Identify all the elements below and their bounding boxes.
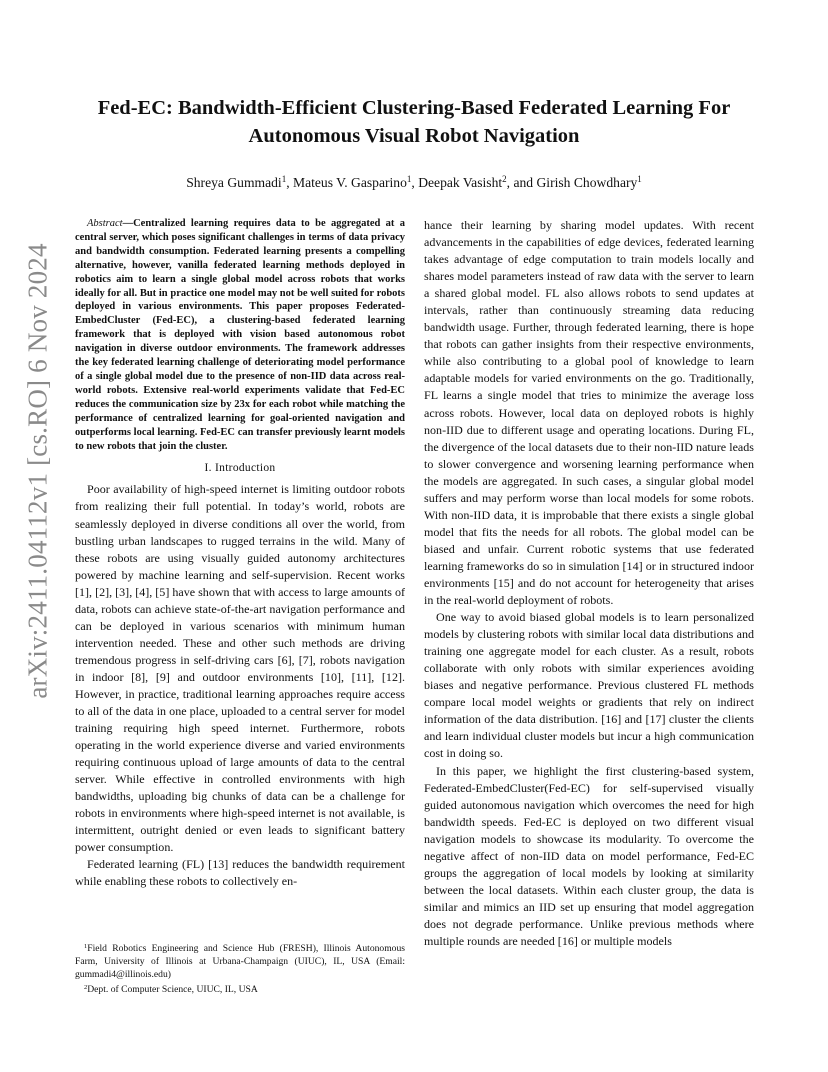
author-list — [70, 170, 758, 192]
author-separator: , — [286, 175, 293, 190]
author-name: Deepak Vasisht — [418, 175, 503, 190]
left-column — [75, 217, 405, 891]
abstract-lead: Abstract — [87, 218, 123, 229]
footnote-text: Field Robotics Engineering and Science Hub (FRESH), Illinois Autonomous Farm, University of Illinois at Urbana-Champaign (UIUC), IL, USA (Email: gummadi4@illinois.edu) — [75, 943, 405, 980]
footnotes — [75, 941, 405, 997]
paper-title: Fed-EC: Bandwidth-Efficient Clustering-Based Federated Learning For Autonomous Visual Robot Navigation — [97, 97, 731, 147]
author-affiliation-mark: 2 — [502, 174, 507, 184]
author-affiliation-mark: 1 — [281, 174, 287, 184]
body-paragraph: One way to avoid biased global models is to learn personalized models by clustering robots with similar local data distributions and training one aggregate model for each cluster. As a result, robots collaborate with only robots with similar experiences avoiding biases and negative performance. Previous clustered FL methods compare local model weights or gradients that rely on indirect information of the data distribution. [16] and [17] cluster the clients and learn individual cluster models but incur a high communication cost in doing so. — [424, 610, 754, 761]
body-paragraph: Federated learning (FL) [13] reduces the bandwidth requirement while enabling these robots to collectively en- — [75, 857, 405, 889]
footnote — [75, 982, 405, 997]
body-paragraph: hance their learning by sharing model updates. With recent advancements in the capabilities of edge devices, federated learning takes advantage of edge computation to train models locally and shares model parameters instead of raw data with the server to learn a shared global model. FL also allows robots to send updates at intervals, rather than continuously streaming data reducing bandwidth usage. Further, through federated learning, there is hope that robots can gather insights from their respective environments, while also contributing to a global pool of knowledge to learn adaptable models for varied environments on the go. Traditionally, FL learns a single model that tries to minimize the average loss across robots. However, local data on deployed robots is highly non-IID due to different usage and operating locations. During FL, the divergence of the local datasets due to their non-IID nature leads to slower convergence and worsening learning performance when the models are aggregated. In such cases, a singular global model suffers and may perform worse than local models for some robots. With non-IID data, it is improbable that there exists a single global model that fits the needs for all robots. The global model can be biased and unfair. Current robotic systems that use federated learning frameworks do so in simulation [14] or in structured indoor environments [15] and do not account for heterogeneity that arises in the real-world deployment of robots. — [424, 218, 754, 608]
author-affiliation-mark: 1 — [637, 174, 642, 184]
author-affiliation-mark: 1 — [406, 174, 412, 184]
footnote-mark: 2 — [84, 983, 88, 991]
author-name: Girish Chowdhary — [536, 175, 638, 190]
arxiv-identifier — [18, 243, 58, 699]
arxiv-identifier-text: arXiv:2411.04112v1 [cs.RO] 6 Nov 2024 — [22, 243, 53, 699]
body-paragraph: In this paper, we highlight the first clustering-based system, Federated-EmbedCluster(Fed-EC) for self-supervised visually guided autonomous navigation which overcomes the need for high bandwidth speeds. Fed-EC is deployed on two different visual navigation models to showcase its modularity. To overcome the negative affect of non-IID data on model performance, Fed-EC groups the aggregation of local models by looking at similarity between the local datasets. Within each cluster group, the data is similar and mimics an IID set up ensuring that model aggregation does not degrade performance. Unlike previous methods where multiple rounds are needed [16] or multiple models — [424, 763, 754, 948]
abstract-text: —Centralized learning requires data to be aggregated at a central server, which poses significant challenges in terms of data privacy and bandwidth consumption. Federated learning presents a compelling alternative, however, vanilla federated learning methods deployed in robotics aim to learn a single global model across robots that works ideally for all. But in practice one model may not be well suited for robots deployed in various environments. This paper proposes Federated-EmbedCluster (Fed-EC), a clustering-based federated learning framework that is deployed with vision based autonomous robot navigation in diverse outdoor environments. The framework addresses the key federated learning challenge of deteriorating model performance of a single global model due to the presence of non-IID data across real-world robots. Extensive real-world experiments validate that Fed-EC reduces the communication size by 23x for each robot while matching the performance of centralized learning for goal-oriented navigation and outperforms local learning. Fed-EC can transfer previously learnt models to new robots that join the cluster. — [75, 218, 405, 452]
author-separator: , — [411, 175, 419, 190]
footnote — [75, 941, 405, 982]
abstract — [75, 217, 405, 453]
author-separator: , and — [506, 175, 537, 190]
body-paragraph: Poor availability of high-speed internet is limiting outdoor robots from realizing their full potential. In today’s world, robots are seamlessly deployed in diverse conditions all over the world, from bustling urban landscapes to rugged terrains in the wild. Many of these robots are using visually guided autonomy architectures powered by machine learning and self-supervision. Recent works [1], [2], [3], [4], [5] have shown that with access to large amounts of data, robots can achieve state-of-the-art navigation performance and can be deployed in various scenarios with minimum human intervention needed. These and other such methods are driving tremendous progress in self-driving cars [6], [7], robots navigation in indoor [8], [9] and outdoor environments [10], [11], [12]. However, in practice, traditional learning approaches require access to all of the data in one place, uploaded to a central server for model training requiring high speed internet. Furthermore, robots operating in the world experience diverse and varied environments requiring continuous upload of large amounts of data to the central server. While effective in controlled environments with high bandwidths, uploading big chunks of data can be a challenge for robots in environments where high-speed internet is not available, is intermittent, outright denied or even leads to significant battery power consumption. — [75, 482, 405, 855]
right-column — [424, 217, 754, 950]
author-name: Mateus V. Gasparino — [293, 175, 407, 190]
footnote-text: Dept. of Computer Science, UIUC, IL, USA — [87, 983, 258, 995]
author-name: Shreya Gummadi — [186, 175, 282, 190]
footnote-mark: 1 — [84, 943, 88, 950]
section-heading-introduction: I. Introduction — [204, 462, 276, 475]
